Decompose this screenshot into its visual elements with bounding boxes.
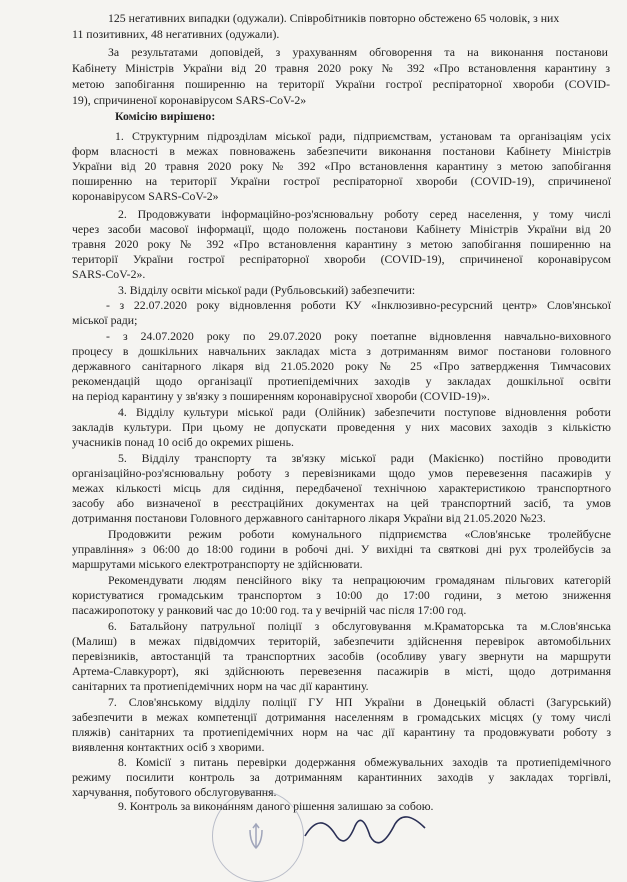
text-line: коронавірусом SARS-CoV-2»	[72, 189, 219, 203]
text-line: - з 24.07.2020 року по 29.07.2020 року поетапне відновлення навчально-виховного	[106, 329, 611, 343]
text-line: закладів культури. При цьому не допускати проведення у них масових заходів з кількістю	[72, 420, 611, 434]
text-line: організаційно-роз'яснювальну роботу з перевізниками щодо умов перевезення пасажирів у	[72, 466, 611, 480]
text-line: Продовжити режим роботи комунального підприємства «Слов'янське тролейбусне	[108, 527, 611, 541]
text-line: межах кількості місць для сидіння, передбаченої технічною характеристикою транспортного	[72, 481, 611, 495]
text-line: засобу або визначеної в реєстраційних документах на цей транспортний засіб, та умов	[72, 496, 611, 510]
text-line: форм власності в межах повноважень забезпечити виконання постанови Кабінету Міністрів	[72, 144, 611, 158]
text-line: - з 22.07.2020 року відновлення роботи КУ «Інклюзивно-ресурсний центр» Слов'янської	[106, 298, 611, 312]
text-line: управління» з 06:00 до 18:00 години в робочі дні. У вихідні та святкові дні рух тролейбусів за	[72, 542, 611, 556]
text-line: Кабінету Міністрів України від 20 травня 2020 року № 392 «Про встановлення карантину з	[72, 61, 610, 75]
text-line: 9. Контроль за виконанням даного рішення залишаю за собою.	[118, 799, 434, 813]
text-line: санітарних та протиепідемічних норм на час дії карантину.	[72, 679, 369, 693]
text-line: міської ради;	[72, 313, 138, 327]
text-line: перевізників, автостанцій та транспортних засобів (особливу увагу звернути на маршрути	[72, 649, 611, 663]
text-line: процесу в дошкільних навчальних закладах міста з дотриманням вимог постанови головного	[72, 344, 611, 358]
text-line: 125 негативних випадки (одужали). Співробітників повторно обстежено 65 чоловік, з них	[108, 11, 560, 25]
text-line: пляжів) санітарних та протиепідемічних норм на час дії карантину та продовжувати роботу з	[72, 725, 611, 739]
text-line: пасажиропотоку у ранковий час до 10:00 год. та у вечірній час після 17:00 год.	[72, 603, 467, 617]
text-line: 1. Структурним підрозділам міської ради, підприємствам, установам та організаціям усіх	[115, 129, 611, 143]
text-line: України від 20 травня 2020 року № 392 «Про встановлення карантину з метою запобігання	[72, 159, 611, 173]
text-line: через засоби масової інформації, щодо положень постанови Кабінету Міністрів України від 20	[72, 222, 611, 236]
text-line: на період карантину у зв'язку з поширенням коронавірусної хвороби (COVID-19)».	[72, 389, 490, 403]
text-line: SARS-CoV-2».	[72, 267, 146, 281]
text-line: виявлення контактних осіб з хворими.	[72, 740, 265, 754]
text-line: За результатами доповідей, з урахуванням обговорення та на виконання постанови	[108, 45, 608, 59]
text-line: території України гострої респіраторної хвороби (COVID-19), спричиненої коронавірусом	[72, 252, 611, 266]
text-line: забезпечити в межах компетенції дотримання населенням в громадських місцях (у тому числі	[72, 710, 611, 724]
text-line: метою запобігання поширенню на території України гострої респіраторної хвороби (COVID-	[72, 77, 610, 91]
text-line: користуватися громадським транспортом з 10:00 до 17:00 години, з метою зниження	[72, 588, 611, 602]
text-line: 7. Слов'янському відділу поліції ГУ НП України в Донецькій області (Загурський)	[108, 695, 611, 709]
text-line: 3. Відділу освіти міської ради (Рубльовський) забезпечити:	[118, 283, 416, 297]
text-line: (Малиш) в межах підвідомчих територій, забезпечити здійснення перевірок автомобільних	[72, 634, 611, 648]
text-line: поширенню на території України гострої респіраторної хвороби (COVID-19), спричиненої	[72, 174, 611, 188]
text-line: харчування, побутового обслуговування.	[72, 785, 277, 799]
text-line: Рекомендувати людям пенсійного віку та непрацюючим громадянам пільгових категорій	[108, 573, 611, 587]
text-line: рекомендацій щодо організації протиепідемічних заходів у закладах дошкільної освіти	[72, 374, 611, 388]
text-line: режиму посилити контроль за дотриманням карантинних заходів у закладах торгівлі,	[72, 770, 611, 784]
text-line: Артема-Славкурорт), які здійснюють перевезення пасажирів в місті, щодо дотримання	[72, 664, 611, 678]
text-line: дотримання постанови Головного державного санітарного лікаря України від 21.05.2020 №23.	[72, 511, 546, 525]
section-heading: Комісію вирішено:	[115, 109, 216, 123]
seal-emblem-icon	[246, 822, 266, 852]
text-line: державного санітарного лікаря від 21.05.2020 року № 25 «Про затвердження Тимчасових	[72, 359, 611, 373]
handwritten-signature-icon	[300, 806, 430, 856]
text-line: учасників понад 10 осіб до окремих рішень.	[72, 435, 294, 449]
text-line: 4. Відділу культури міської ради (Олійник) забезпечити поступове відновлення роботи	[118, 405, 611, 419]
text-line: травня 2020 року № 392 «Про встановлення карантину з метою запобігання поширенню на	[72, 237, 611, 251]
text-line: 2. Продовжувати інформаційно-роз'яснювальну роботу серед населення, у тому числі	[118, 207, 611, 221]
text-line: 6. Батальйону патрульної поліції з обслуговування м.Краматорська та м.Слов'янська	[108, 619, 611, 633]
text-line: 8. Комісії з питань перевірки додержання обмежувальних заходів та протиепідемічного	[118, 755, 611, 769]
text-line: 11 позитивних, 48 негативних (одужали).	[72, 27, 280, 41]
text-line: 19), спричиненої коронавірусом SARS-CoV-2»	[72, 93, 307, 107]
text-line: маршрутами міського електротранспорту не здійснювати.	[72, 557, 363, 571]
text-line: 5. Відділу транспорту та зв'язку міської ради (Макієнко) постійно проводити	[118, 451, 611, 465]
